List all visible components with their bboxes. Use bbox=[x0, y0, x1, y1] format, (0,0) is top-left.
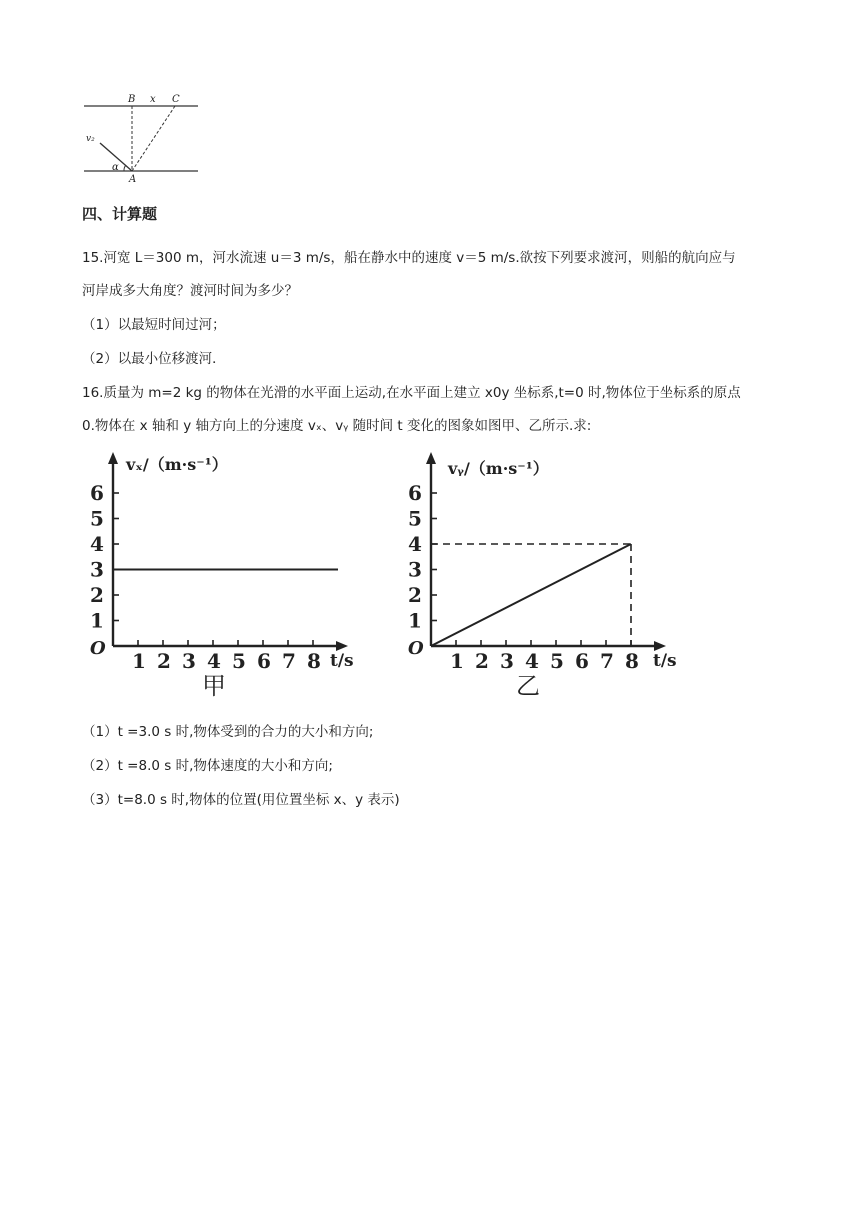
chart-a-x-tick-label-1: 1 bbox=[132, 649, 146, 673]
chart-b-x-tick-label-2: 2 bbox=[475, 649, 489, 673]
chart-b-caption: 乙 bbox=[516, 672, 540, 700]
chart-b-x-tick-label-8: 8 bbox=[625, 649, 639, 673]
chart-a-y-tick-label-6: 6 bbox=[90, 481, 104, 505]
chart-b-y-tick-label-3: 3 bbox=[408, 557, 422, 582]
chart-a-x-tick-label-5: 5 bbox=[232, 649, 246, 673]
chart-b-y-tick-label-5: 5 bbox=[408, 506, 422, 531]
q15-line1: 15.河宽 L＝300 m，河水流速 u＝3 m/s，船在静水中的速度 v＝5 m/s.欲按下列要求渡河，则船的航向应与 bbox=[82, 250, 736, 266]
chart-b-x-tick-label-1: 1 bbox=[450, 649, 464, 673]
q16-line2: 0.物体在 x 轴和 y 轴方向上的分速度 vₓ、vᵧ 随时间 t 变化的图象如图甲、乙所示.求: bbox=[82, 418, 592, 434]
chart-b-x-axis-arrow bbox=[654, 641, 666, 651]
chart-b-x-tick-label-6: 6 bbox=[575, 649, 589, 673]
chart-b-y-tick-label-1: 1 bbox=[408, 608, 422, 633]
vx-t-chart bbox=[80, 448, 380, 703]
chart-b-xlabel: t/s bbox=[653, 651, 677, 671]
chart-a-x-tick-label-7: 7 bbox=[282, 649, 296, 673]
chart-b-y-tick-label-4: 4 bbox=[408, 532, 422, 556]
chart-b-x-tick-label-7: 7 bbox=[600, 649, 614, 673]
river-crossing-figure bbox=[80, 90, 205, 185]
angle-alpha-arc bbox=[124, 165, 126, 171]
label-x: x bbox=[150, 94, 156, 105]
chart-a-y-tick-label-5: 5 bbox=[90, 506, 104, 531]
chart-a-y-tick-label-3: 3 bbox=[90, 557, 104, 582]
label-A: A bbox=[129, 174, 137, 185]
q16-sub2: （2）t =8.0 s 时,物体速度的大小和方向; bbox=[82, 758, 333, 774]
chart-a-x-axis-arrow bbox=[336, 641, 348, 651]
chart-a-y-tick-label-2: 2 bbox=[90, 583, 104, 607]
chart-a-y-axis-arrow bbox=[108, 452, 118, 464]
chart-a-ylabel: vₓ/（m·s⁻¹） bbox=[126, 455, 228, 474]
chart-b-series-line-0 bbox=[431, 544, 631, 646]
chart-b-x-tick-label-3: 3 bbox=[500, 649, 514, 673]
chart-b-y-tick-label-2: 2 bbox=[408, 583, 422, 607]
q15-sub1: （1）以最短时间过河； bbox=[82, 317, 226, 333]
chart-b-origin: O bbox=[408, 638, 424, 659]
chart-a-origin: O bbox=[90, 638, 106, 659]
chart-b-ylabel: vᵧ/（m·s⁻¹） bbox=[448, 459, 549, 478]
chart-b-y-axis-arrow bbox=[426, 452, 436, 464]
chart-a-y-tick-label-4: 4 bbox=[90, 532, 104, 556]
section-title: 四、计算题 bbox=[82, 205, 158, 223]
dashed-line-AC bbox=[132, 106, 175, 171]
label-C: C bbox=[172, 94, 180, 105]
chart-b-y-tick-label-6: 6 bbox=[408, 481, 422, 505]
chart-a-x-tick-label-3: 3 bbox=[182, 649, 196, 673]
label-alpha: α bbox=[112, 162, 119, 173]
chart-a-y-tick-label-1: 1 bbox=[90, 608, 104, 633]
q16-sub1: （1）t =3.0 s 时,物体受到的合力的大小和方向; bbox=[82, 724, 374, 740]
chart-a-x-tick-label-6: 6 bbox=[257, 649, 271, 673]
chart-a-xlabel: t/s bbox=[330, 651, 354, 671]
chart-a-x-tick-label-2: 2 bbox=[157, 649, 171, 673]
chart-a-x-tick-label-4: 4 bbox=[207, 649, 221, 673]
q15-sub2: （2）以最小位移渡河． bbox=[82, 351, 226, 367]
vy-t-chart bbox=[398, 448, 698, 703]
label-v2: v₂ bbox=[86, 134, 95, 144]
label-B: B bbox=[128, 94, 136, 105]
chart-a-caption: 甲 bbox=[202, 672, 226, 700]
chart-b-x-tick-label-4: 4 bbox=[525, 649, 539, 673]
chart-b-x-tick-label-5: 5 bbox=[550, 649, 564, 673]
chart-a-x-tick-label-8: 8 bbox=[307, 649, 321, 673]
q15-line2: 河岸成多大角度？渡河时间为多少？ bbox=[82, 283, 298, 299]
q16-sub3: （3）t=8.0 s 时,物体的位置(用位置坐标 x、y 表示) bbox=[82, 792, 400, 808]
q16-line1: 16.质量为 m=2 kg 的物体在光滑的水平面上运动,在水平面上建立 x0y 坐标系,t=0 时,物体位于坐标系的原点 bbox=[82, 385, 741, 401]
